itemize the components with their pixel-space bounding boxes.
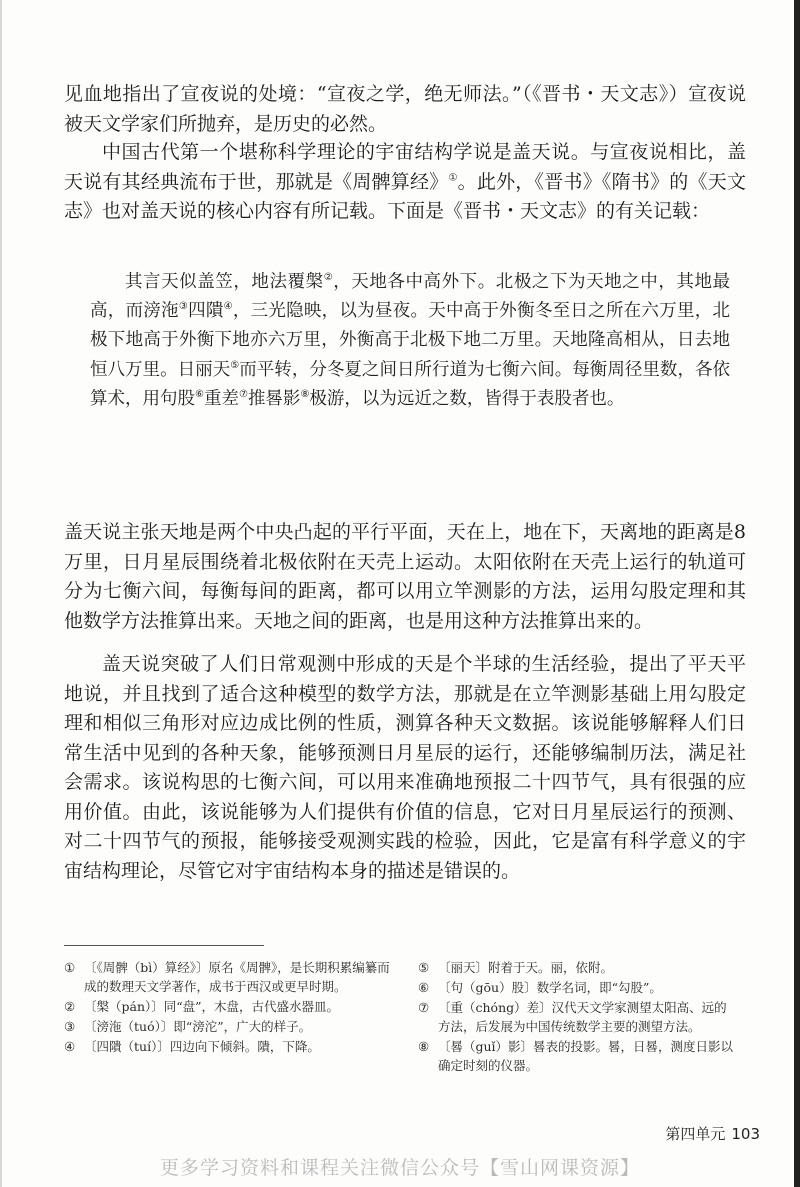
footnote-ref: ⑧ [300, 388, 310, 400]
footnote-text: 〔滂沲（tuó）〕即“滂沱”，广大的样子。 [84, 1019, 312, 1034]
paragraph-gaitian-evaluation [64, 650, 746, 886]
footnote-item [418, 998, 738, 1036]
footnote-number: ⑥ [418, 980, 430, 995]
quote-text: 其言天似盖笠，地法覆槃 [125, 272, 324, 292]
footnote-text: 〔槃（pán）〕同“盘”，木盘，古代盛水器皿。 [84, 999, 340, 1014]
paragraph-text: 盖天说主张天地是两个中央凸起的平行平面，天在上，地在下，天离地的距离是8万里，日月星辰围绕着北极依附在天壳上运动。太阳依附在天壳上运行的轨道可分为七衡六间，每衡每间的距离，都可以用立竿测影的方法，运用勾股定理和其他数学方法推算出来。天地之间的距离，也是用这种方法推算出来的。 [64, 521, 746, 632]
paragraph-gaitian-content [64, 518, 746, 636]
quote-text: ，三光隐映，以为昼夜。天中高于外衡冬至日之所在六万里，北极下地高于外衡下地亦六万里，外衡高于北极下地二万里。天地隆高相从，日去地恒八万里。日丽天 [90, 301, 730, 380]
footnote-text: 〔句（gōu）股〕数学名词，即“勾股”。 [438, 980, 662, 995]
footnote-ref: ⑤ [230, 359, 240, 371]
unit-label: 第四单元 [665, 1125, 726, 1143]
page-edge-shadow [0, 0, 2, 1187]
footnote-ref: ⑦ [238, 388, 248, 400]
footnote-number: ② [64, 999, 76, 1014]
footnotes-left-column [64, 958, 394, 1057]
page-number: 103 [731, 1125, 760, 1143]
footnote-number: ⑤ [418, 960, 430, 975]
footnote-ref: ④ [223, 301, 233, 313]
footnote-number: ⑧ [418, 1039, 430, 1054]
paragraph-text: 见血地指出了宣夜说的处境：“宣夜之学，绝无师法。”（《晋书・天文志》）宣夜说被天文学家们所抛弃，是历史的必然。 [64, 83, 746, 135]
footnote-ref: ② [323, 272, 334, 284]
footnote-item [418, 958, 738, 977]
paragraph-text: 。此外，《晋书》《隋书》的《天文志》也对盖天说的核心内容有所记载。下面是《晋书・天文志》的有关记载： [64, 170, 746, 222]
footnote-number: ③ [64, 1019, 76, 1034]
footnote-ref: ① [448, 172, 458, 184]
footnote-number: ④ [64, 1039, 76, 1054]
footnote-item [64, 1037, 394, 1056]
quote-text: 推晷影 [247, 388, 301, 409]
quote-text: 四隤 [188, 301, 224, 322]
jinshu-quotation [90, 268, 730, 414]
footnote-divider [64, 945, 264, 946]
footnote-text: 〔丽天〕附着于天。丽，依附。 [438, 960, 614, 975]
footnote-item [418, 978, 738, 997]
paragraph-text: 中国古代第一个堪称科学理论的宇宙结构学说是盖天说。与宣夜说相比，盖天说有其经典流布于世，那就是《周髀算经》 [64, 141, 746, 193]
watermark-banner: 更多学习资料和课程关注微信公众号【雪山网课资源】 [159, 1157, 640, 1179]
quote-text: ，天地各中高外下。北极之下为天地之中，其地最高，而滂沲 [90, 272, 731, 322]
page-footer [560, 1123, 760, 1144]
quote-text: 极游，以为远近之数，皆得于表股者也。 [309, 388, 625, 409]
footnote-ref: ⑥ [195, 388, 204, 400]
footnote-text: 〔重（chóng）差〕汉代天文学家测望太阳高、远的方法，后发展为中国传统数学主要的测望方法。 [438, 1000, 727, 1034]
paragraph-text: 盖天说突破了人们日常观测中形成的天是个半球的生活经验，提出了平天平地说，并且找到了适合这种模型的数学方法，那就是在立竿测影基础上用勾股定理和相似三角形对应边成比例的性质，测算各种天文数据。该说能够解释人们日常生活中见到的各种天象，能够预测日月星辰的运行，还能够编制历法，满足社会需求。该说构思的七衡六间，可以用来准确地预报二十四节气，具有很强的应用价值。由此，该说能够为人们提供有价值的信息，它对日月星辰运行的预测、对二十四节气的预报，能够接受观测实践的检验，因此，它是富有科学意义的宇宙结构理论，尽管它对宇宙结构本身的描述是错误的。 [64, 653, 746, 882]
footnote-item [64, 997, 394, 1016]
footnote-number: ① [64, 960, 76, 975]
paragraph-xuanye-conclusion [64, 80, 746, 139]
footnote-text: 〔四隤（tuí）〕四边向下倾斜。隤，下降。 [84, 1039, 320, 1054]
quote-text: 重差 [203, 388, 239, 409]
footnote-number: ⑦ [418, 1000, 430, 1015]
footnote-item [418, 1037, 738, 1075]
quote-text: 而平转，分冬夏之间日所行道为七衡六间。每衡周径里数，各依算术，用句股 [90, 359, 731, 409]
footnote-item [64, 1017, 394, 1036]
page-edge-binding [794, 0, 800, 1187]
footnote-text: 〔晷（guǐ）影〕晷表的投影。晷，日晷，测度日影以确定时刻的仪器。 [438, 1039, 734, 1073]
footnote-item [64, 958, 394, 996]
footnote-ref: ③ [178, 301, 189, 313]
footnote-text: 〔《周髀（bì）算经》〕原名《周髀》，是长期积累编纂而成的数理天文学著作，成书于西汉或更早时期。 [84, 960, 390, 994]
paragraph-gaitian-intro [64, 138, 746, 227]
footnotes-right-column [418, 958, 738, 1076]
